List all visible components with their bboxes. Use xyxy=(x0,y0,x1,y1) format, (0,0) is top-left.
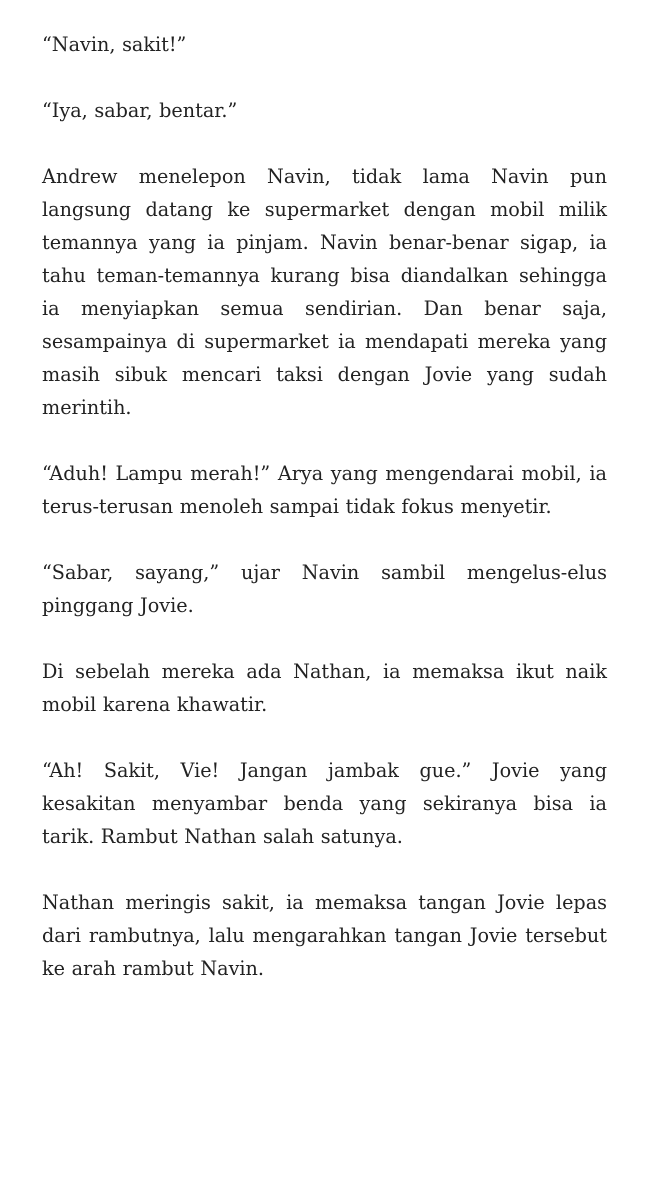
story-text xyxy=(42,28,607,985)
paragraph-dialogue-iya-sabar: “Iya, sabar, bentar.” xyxy=(42,99,238,122)
paragraph-sabar-sayang: “Sabar, sayang,” ujar Navin sambil mengelus-elus pinggang Jovie. xyxy=(42,561,607,617)
paragraph-nathan-ikut: Di sebelah mereka ada Nathan, ia memaksa ikut naik mobil karena khawatir. xyxy=(42,660,607,716)
paragraph-lampu-merah: “Aduh! Lampu merah!” Arya yang mengendarai mobil, ia terus-terusan menoleh sampai tidak fokus menyetir. xyxy=(42,462,607,518)
paragraph-jangan-jambak: “Ah! Sakit, Vie! Jangan jambak gue.” Jovie yang kesakitan menyambar benda yang sekiranya bisa ia tarik. Rambut Nathan salah satunya. xyxy=(42,759,607,848)
paragraph-dialogue-navin-sakit: “Navin, sakit!” xyxy=(42,33,187,56)
paragraph-nathan-meringis: Nathan meringis sakit, ia memaksa tangan Jovie lepas dari rambutnya, lalu mengarahkan tangan Jovie tersebut ke arah rambut Navin. xyxy=(42,891,607,980)
paragraph-andrew-menelepon: Andrew menelepon Navin, tidak lama Navin pun langsung datang ke supermarket dengan mobil milik temannya yang ia pinjam. Navin benar-benar sigap, ia tahu teman-temannya kurang bisa diandalkan sehingga ia menyiapkan semua sendirian. Dan benar saja, sesampainya di supermarket ia mendapati mereka yang masih sibuk mencari taksi dengan Jovie yang sudah merintih. xyxy=(42,165,607,419)
